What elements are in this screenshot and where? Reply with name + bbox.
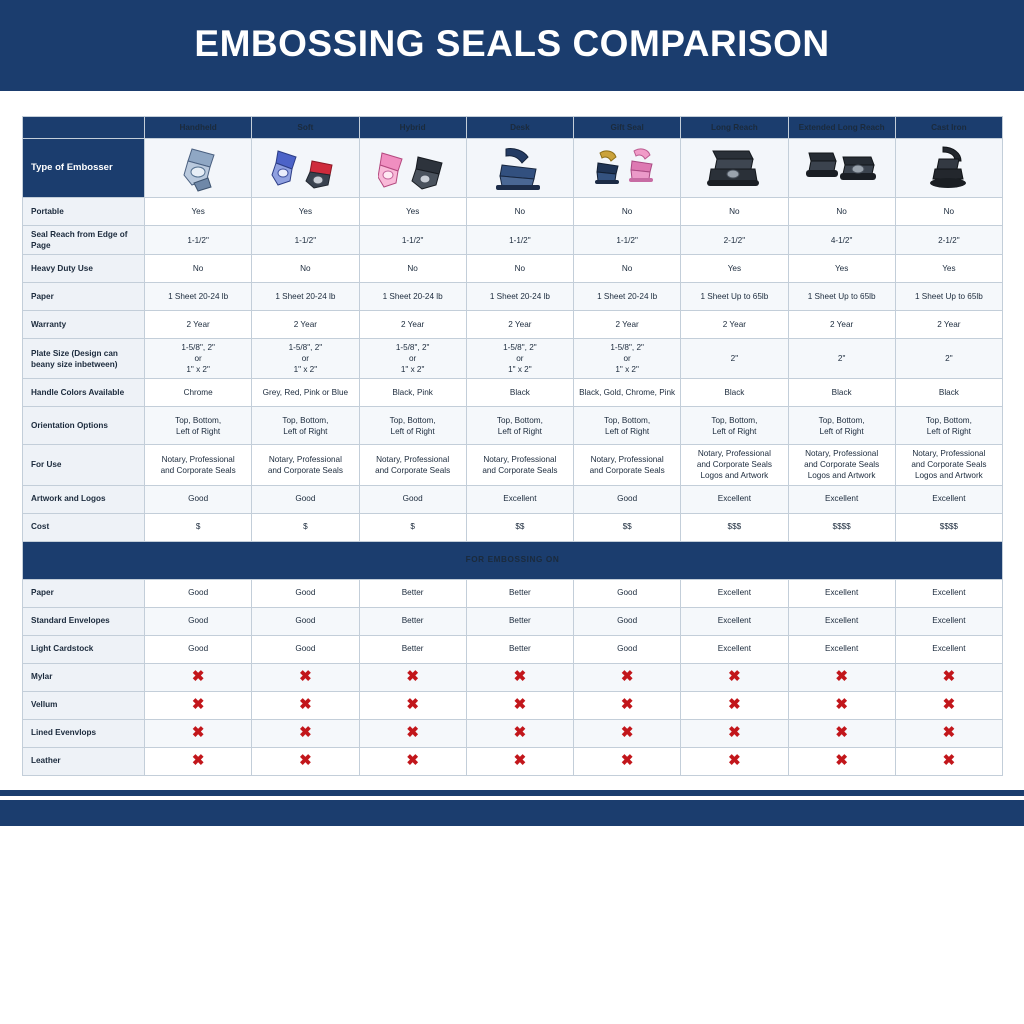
cell-r0-c7: No [895,198,1002,226]
table-row [23,445,1003,485]
cell-r10-c3: $$ [466,513,573,541]
cell-r0-c6: No [788,198,895,226]
cell-r6-c3: Black [466,379,573,407]
row-label: Standard Envelopes [23,607,145,635]
row-label: Lined Evenvlops [23,719,145,747]
cell-emb-r1-c7: Excellent [895,607,1002,635]
not-supported-icon: ✖ [299,752,312,770]
cell-r7-c0: Top, Bottom, Left of Right [145,407,252,445]
row-label: Light Cardstock [23,635,145,663]
not-supported-icon: ✖ [191,724,205,742]
cell-emb-r4-c0 [145,691,252,719]
section-banner-label: FOR EMBOSSING ON [23,541,1003,579]
column-header-7: Cast Iron [895,117,1002,139]
table-row [23,747,1003,775]
cell-emb-r0-c7: Excellent [895,579,1002,607]
cell-r1-c5: 2-1/2" [681,226,788,255]
corner-label: Type of Embosser [23,139,145,198]
row-label: Warranty [23,311,145,339]
cell-r4-c3: 2 Year [466,311,573,339]
cell-r3-c4: 1 Sheet 20-24 lb [574,283,681,311]
row-label: Paper [23,579,145,607]
cell-r6-c1: Grey, Red, Pink or Blue [252,379,359,407]
comparison-table-wrap [0,116,1024,776]
cell-emb-r4-c7 [895,691,1002,719]
cell-emb-r0-c1: Good [252,579,359,607]
cell-r8-c7: Notary, Professional and Corporate Seals Logos and Artwork [895,445,1002,485]
cell-r6-c6: Black [788,379,895,407]
cell-emb-r4-c6 [788,691,895,719]
cell-r3-c7: 1 Sheet Up to 65lb [895,283,1002,311]
cell-r0-c1: Yes [252,198,359,226]
cell-r2-c1: No [252,255,359,283]
cell-r10-c5: $$$ [681,513,788,541]
not-supported-icon: ✖ [513,668,527,686]
not-supported-icon: ✖ [620,752,634,770]
not-supported-icon: ✖ [513,696,527,714]
cell-r1-c2: 1-1/2" [359,226,466,255]
cell-r9-c1: Good [252,485,359,513]
cell-r4-c7: 2 Year [895,311,1002,339]
cell-emb-r3-c4 [574,663,681,691]
footer-divider [0,790,1024,800]
cell-r1-c0: 1-1/2" [145,226,252,255]
cell-r8-c3: Notary, Professional and Corporate Seals [466,445,573,485]
column-header-5: Long Reach [681,117,788,139]
cell-r2-c5: Yes [681,255,788,283]
table-header-row [23,117,1003,139]
cell-r5-c5: 2" [681,339,788,379]
cell-r3-c1: 1 Sheet 20-24 lb [252,283,359,311]
cell-emb-r6-c6 [788,747,895,775]
not-supported-icon: ✖ [942,696,956,714]
cell-emb-r0-c0: Good [145,579,252,607]
not-supported-icon: ✖ [728,724,741,742]
table-row [23,198,1003,226]
cell-emb-r1-c5: Excellent [681,607,788,635]
cell-r1-c1: 1-1/2" [252,226,359,255]
cell-r6-c2: Black, Pink [359,379,466,407]
cell-r9-c4: Good [574,485,681,513]
cell-r3-c0: 1 Sheet 20-24 lb [145,283,252,311]
not-supported-icon: ✖ [835,668,848,686]
cell-r0-c0: Yes [145,198,252,226]
cell-r9-c5: Excellent [681,485,788,513]
cell-r5-c7: 2" [895,339,1002,379]
cell-emb-r6-c2 [359,747,466,775]
cell-emb-r1-c2: Better [359,607,466,635]
cell-r4-c6: 2 Year [788,311,895,339]
not-supported-icon: ✖ [620,668,634,686]
not-supported-icon: ✖ [299,724,312,742]
row-label: Mylar [23,663,145,691]
row-label: Leather [23,747,145,775]
not-supported-icon: ✖ [406,724,419,742]
product-image-cell-7 [895,139,1002,198]
cell-r7-c2: Top, Bottom, Left of Right [359,407,466,445]
cell-emb-r2-c6: Excellent [788,635,895,663]
cell-emb-r1-c0: Good [145,607,252,635]
cell-r3-c5: 1 Sheet Up to 65lb [681,283,788,311]
cell-r3-c3: 1 Sheet 20-24 lb [466,283,573,311]
product-image-cell-4 [574,139,681,198]
row-label: For Use [23,445,145,485]
cell-r6-c5: Black [681,379,788,407]
cell-emb-r0-c6: Excellent [788,579,895,607]
table-row [23,485,1003,513]
page-header [0,0,1024,88]
column-header-6: Extended Long Reach [788,117,895,139]
row-label: Vellum [23,691,145,719]
cell-emb-r1-c3: Better [466,607,573,635]
not-supported-icon: ✖ [728,752,741,770]
table-row [23,513,1003,541]
cell-r4-c0: 2 Year [145,311,252,339]
long-reach-embosser-icon [683,142,785,194]
header-spacer [0,94,1024,116]
cell-emb-r0-c5: Excellent [681,579,788,607]
table-row [23,311,1003,339]
footer-spacer [0,776,1024,790]
row-label: Handle Colors Available [23,379,145,407]
row-label: Cost [23,513,145,541]
product-image-cell-5 [681,139,788,198]
cell-r0-c3: No [466,198,573,226]
cell-r2-c3: No [466,255,573,283]
cell-emb-r6-c3 [466,747,573,775]
row-label: Orientation Options [23,407,145,445]
not-supported-icon: ✖ [942,752,956,770]
cell-r4-c1: 2 Year [252,311,359,339]
cell-emb-r1-c1: Good [252,607,359,635]
header-corner-spacer [23,117,145,139]
cell-r10-c4: $$ [574,513,681,541]
cell-r9-c6: Excellent [788,485,895,513]
cell-r8-c4: Notary, Professional and Corporate Seals [574,445,681,485]
cell-emb-r2-c0: Good [145,635,252,663]
cell-r5-c3: 1-5/8", 2" or 1" x 2" [466,339,573,379]
embosser-image-row [23,139,1003,198]
cell-r6-c0: Chrome [145,379,252,407]
cell-emb-r5-c1 [252,719,359,747]
cell-r8-c2: Notary, Professional and Corporate Seals [359,445,466,485]
product-image-cell-1 [252,139,359,198]
cell-r3-c6: 1 Sheet Up to 65lb [788,283,895,311]
cell-r0-c5: No [681,198,788,226]
row-label: Heavy Duty Use [23,255,145,283]
cell-r7-c1: Top, Bottom, Left of Right [252,407,359,445]
cell-r1-c7: 2-1/2" [895,226,1002,255]
cell-emb-r4-c5 [681,691,788,719]
table-row [23,607,1003,635]
cell-emb-r2-c2: Better [359,635,466,663]
row-label: Paper [23,283,145,311]
cell-r6-c7: Black [895,379,1002,407]
footer-bar [0,800,1024,826]
cell-emb-r2-c5: Excellent [681,635,788,663]
cell-emb-r6-c1 [252,747,359,775]
cell-emb-r3-c0 [145,663,252,691]
cell-r3-c2: 1 Sheet 20-24 lb [359,283,466,311]
section-banner-row [23,541,1003,579]
cell-emb-r6-c4 [574,747,681,775]
cell-emb-r6-c5 [681,747,788,775]
table-row [23,379,1003,407]
cell-emb-r4-c2 [359,691,466,719]
not-supported-icon: ✖ [191,668,205,686]
extended-long-reach-embosser-icon [791,142,893,194]
not-supported-icon: ✖ [835,696,848,714]
cell-r7-c3: Top, Bottom, Left of Right [466,407,573,445]
cell-emb-r5-c6 [788,719,895,747]
cell-emb-r6-c0 [145,747,252,775]
not-supported-icon: ✖ [406,696,419,714]
cell-r5-c4: 1-5/8", 2" or 1" x 2" [574,339,681,379]
column-header-3: Desk [466,117,573,139]
cell-emb-r5-c3 [466,719,573,747]
cell-r8-c5: Notary, Professional and Corporate Seals Logos and Artwork [681,445,788,485]
cell-emb-r5-c2 [359,719,466,747]
table-row [23,226,1003,255]
table-row [23,283,1003,311]
not-supported-icon: ✖ [942,668,956,686]
cell-r7-c5: Top, Bottom, Left of Right [681,407,788,445]
comparison-table [22,116,1003,776]
cell-emb-r6-c7 [895,747,1002,775]
cell-emb-r2-c4: Good [574,635,681,663]
gift-seal-embosser-icon [576,142,678,194]
page-title: EMBOSSING SEALS COMPARISON [194,23,830,64]
cell-emb-r0-c4: Good [574,579,681,607]
cell-emb-r4-c4 [574,691,681,719]
cell-r8-c1: Notary, Professional and Corporate Seals [252,445,359,485]
cell-r9-c0: Good [145,485,252,513]
cell-r5-c0: 1-5/8", 2" or 1" x 2" [145,339,252,379]
cell-emb-r5-c7 [895,719,1002,747]
column-header-2: Hybrid [359,117,466,139]
table-row [23,339,1003,379]
not-supported-icon: ✖ [299,696,312,714]
cell-emb-r3-c5 [681,663,788,691]
cell-emb-r5-c4 [574,719,681,747]
table-row [23,255,1003,283]
table-row [23,407,1003,445]
table-row [23,635,1003,663]
cell-r4-c5: 2 Year [681,311,788,339]
not-supported-icon: ✖ [942,724,956,742]
cell-r0-c2: Yes [359,198,466,226]
cell-emb-r4-c3 [466,691,573,719]
cell-r10-c2: $ [359,513,466,541]
cell-r5-c1: 1-5/8", 2" or 1" x 2" [252,339,359,379]
product-image-cell-2 [359,139,466,198]
table-row [23,719,1003,747]
cell-r9-c7: Excellent [895,485,1002,513]
product-image-cell-3 [466,139,573,198]
cell-r7-c4: Top, Bottom, Left of Right [574,407,681,445]
cell-r2-c7: Yes [895,255,1002,283]
not-supported-icon: ✖ [728,696,741,714]
cell-r8-c6: Notary, Professional and Corporate Seals Logos and Artwork [788,445,895,485]
not-supported-icon: ✖ [406,752,419,770]
cell-r1-c3: 1-1/2" [466,226,573,255]
not-supported-icon: ✖ [513,752,527,770]
cell-r4-c2: 2 Year [359,311,466,339]
not-supported-icon: ✖ [620,724,634,742]
product-image-cell-6 [788,139,895,198]
row-label: Portable [23,198,145,226]
cell-emb-r5-c5 [681,719,788,747]
cell-emb-r2-c7: Excellent [895,635,1002,663]
cell-emb-r1-c6: Excellent [788,607,895,635]
not-supported-icon: ✖ [728,668,741,686]
not-supported-icon: ✖ [299,668,312,686]
row-label: Artwork and Logos [23,485,145,513]
cell-r6-c4: Black, Gold, Chrome, Pink [574,379,681,407]
not-supported-icon: ✖ [191,752,205,770]
cell-r10-c0: $ [145,513,252,541]
cell-r4-c4: 2 Year [574,311,681,339]
comparison-table-body [23,117,1003,776]
soft-embosser-icon [254,142,356,194]
cell-r10-c6: $$$$ [788,513,895,541]
cell-emb-r5-c0 [145,719,252,747]
cell-emb-r3-c7 [895,663,1002,691]
column-header-1: Soft [252,117,359,139]
cell-emb-r4-c1 [252,691,359,719]
not-supported-icon: ✖ [620,696,634,714]
cell-r7-c6: Top, Bottom, Left of Right [788,407,895,445]
not-supported-icon: ✖ [835,752,848,770]
desk-embosser-icon [469,142,571,194]
handheld-embosser-icon [147,142,249,194]
cast-iron-embosser-icon [898,142,1000,194]
table-row [23,691,1003,719]
not-supported-icon: ✖ [191,696,205,714]
cell-emb-r3-c6 [788,663,895,691]
cell-r10-c1: $ [252,513,359,541]
cell-r1-c4: 1-1/2" [574,226,681,255]
cell-emb-r3-c2 [359,663,466,691]
cell-r10-c7: $$$$ [895,513,1002,541]
column-header-0: Handheld [145,117,252,139]
cell-r8-c0: Notary, Professional and Corporate Seals [145,445,252,485]
row-label: Plate Size (Design can beany size inbetween) [23,339,145,379]
not-supported-icon: ✖ [835,724,848,742]
cell-emb-r0-c2: Better [359,579,466,607]
cell-r2-c0: No [145,255,252,283]
cell-emb-r3-c1 [252,663,359,691]
hybrid-embosser-icon [362,142,464,194]
cell-r2-c6: Yes [788,255,895,283]
cell-r0-c4: No [574,198,681,226]
cell-emb-r0-c3: Better [466,579,573,607]
table-row [23,579,1003,607]
not-supported-icon: ✖ [513,724,527,742]
cell-emb-r2-c3: Better [466,635,573,663]
cell-r5-c6: 2" [788,339,895,379]
cell-emb-r1-c4: Good [574,607,681,635]
row-label: Seal Reach from Edge of Page [23,226,145,255]
column-header-4: Gift Seal [574,117,681,139]
cell-r5-c2: 1-5/8", 2" or 1" x 2" [359,339,466,379]
cell-r7-c7: Top, Bottom, Left of Right [895,407,1002,445]
not-supported-icon: ✖ [406,668,419,686]
cell-r2-c4: No [574,255,681,283]
cell-r2-c2: No [359,255,466,283]
cell-emb-r2-c1: Good [252,635,359,663]
cell-r1-c6: 4-1/2" [788,226,895,255]
product-image-cell-0 [145,139,252,198]
cell-r9-c3: Excellent [466,485,573,513]
cell-emb-r3-c3 [466,663,573,691]
table-row [23,663,1003,691]
cell-r9-c2: Good [359,485,466,513]
